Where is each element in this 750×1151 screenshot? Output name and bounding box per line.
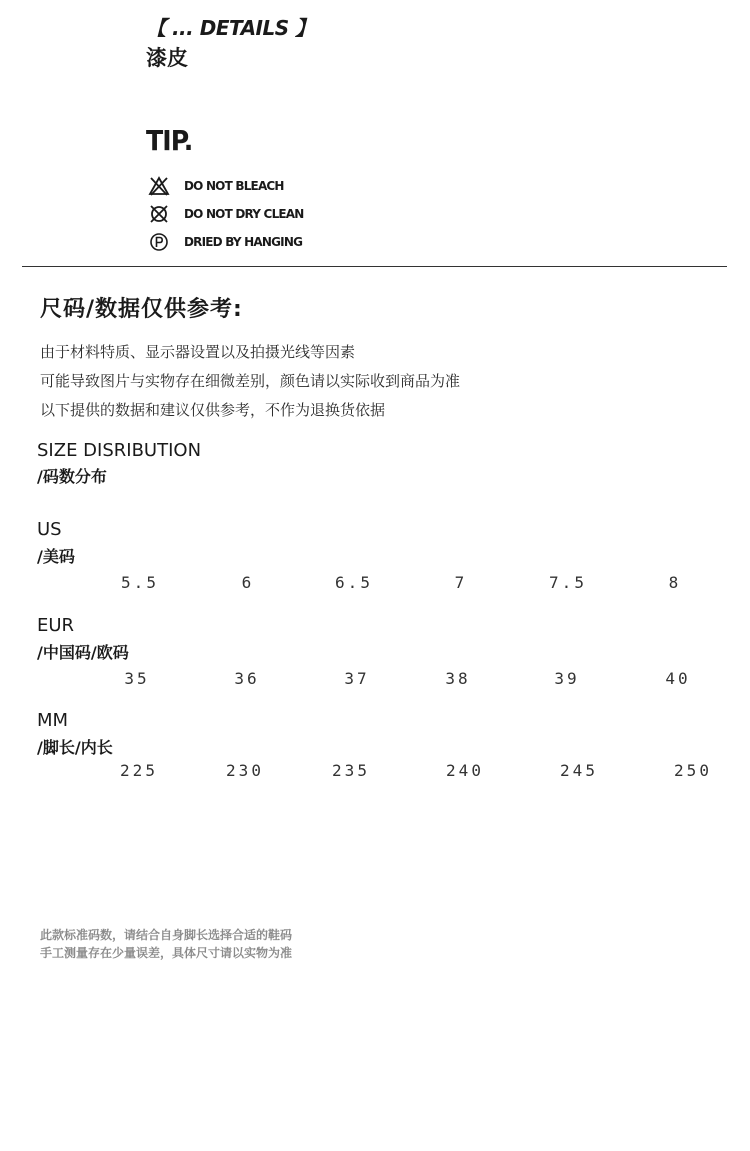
us-size-value: 7	[454, 573, 468, 592]
care-item-hang-dry	[148, 231, 302, 253]
eur-size-value: 39	[554, 669, 580, 688]
footer-note: 手工测量存在少量误差，具体尺寸请以实物为准	[40, 946, 293, 960]
no-bleach-icon	[148, 175, 170, 197]
mm-size-label: MM	[37, 710, 69, 731]
eur-size-value: 35	[124, 669, 150, 688]
us-size-value: 7.5	[549, 573, 587, 592]
no-dry-clean-icon	[148, 203, 170, 225]
mm-size-value: 230	[226, 761, 264, 780]
tip-title: TIP.	[146, 124, 193, 157]
section-divider	[22, 266, 727, 267]
mm-size-value: 240	[446, 761, 484, 780]
footer-note: 此款标准码数，请结合自身脚长选择合适的鞋码	[40, 928, 293, 942]
material-text: 漆皮	[146, 46, 188, 70]
us-size-value: 8	[668, 573, 682, 592]
eur-size-label: EUR	[37, 615, 75, 636]
size-distribution-title: SIZE DISRIBUTION	[37, 440, 202, 461]
details-title: 【 ... DETAILS 】	[146, 16, 315, 40]
us-size-sublabel: /美码	[37, 547, 75, 566]
us-size-value: 6.5	[335, 573, 373, 592]
notice-line: 可能导致图片与实物存在细微差别，颜色请以实际收到商品为准	[40, 372, 461, 390]
care-label: DRIED BY HANGING	[184, 235, 303, 249]
eur-size-value: 40	[665, 669, 691, 688]
care-item-no-bleach	[148, 175, 284, 197]
mm-size-sublabel: /脚长/内长	[37, 738, 113, 757]
eur-size-value: 36	[234, 669, 260, 688]
size-distribution-subtitle: /码数分布	[37, 467, 107, 486]
eur-size-sublabel: /中国码/欧码	[37, 643, 129, 662]
us-size-label: US	[37, 519, 62, 540]
us-size-value: 6	[241, 573, 255, 592]
care-label: DO NOT BLEACH	[184, 179, 284, 193]
mm-size-value: 235	[332, 761, 370, 780]
care-label: DO NOT DRY CLEAN	[184, 207, 304, 221]
mm-size-value: 245	[560, 761, 598, 780]
eur-size-value: 37	[344, 669, 370, 688]
notice-line: 由于材料特质、显示器设置以及拍摄光线等因素	[40, 343, 356, 361]
notice-line: 以下提供的数据和建议仅供参考，不作为退换货依据	[40, 401, 386, 419]
hang-dry-icon	[148, 231, 170, 253]
mm-size-value: 225	[120, 761, 158, 780]
size-notice-title: 尺码/数据仅供参考:	[40, 297, 243, 322]
eur-size-value: 38	[445, 669, 471, 688]
mm-size-value: 250	[674, 761, 712, 780]
care-item-no-dry-clean	[148, 203, 304, 225]
us-size-value: 5.5	[121, 573, 159, 592]
